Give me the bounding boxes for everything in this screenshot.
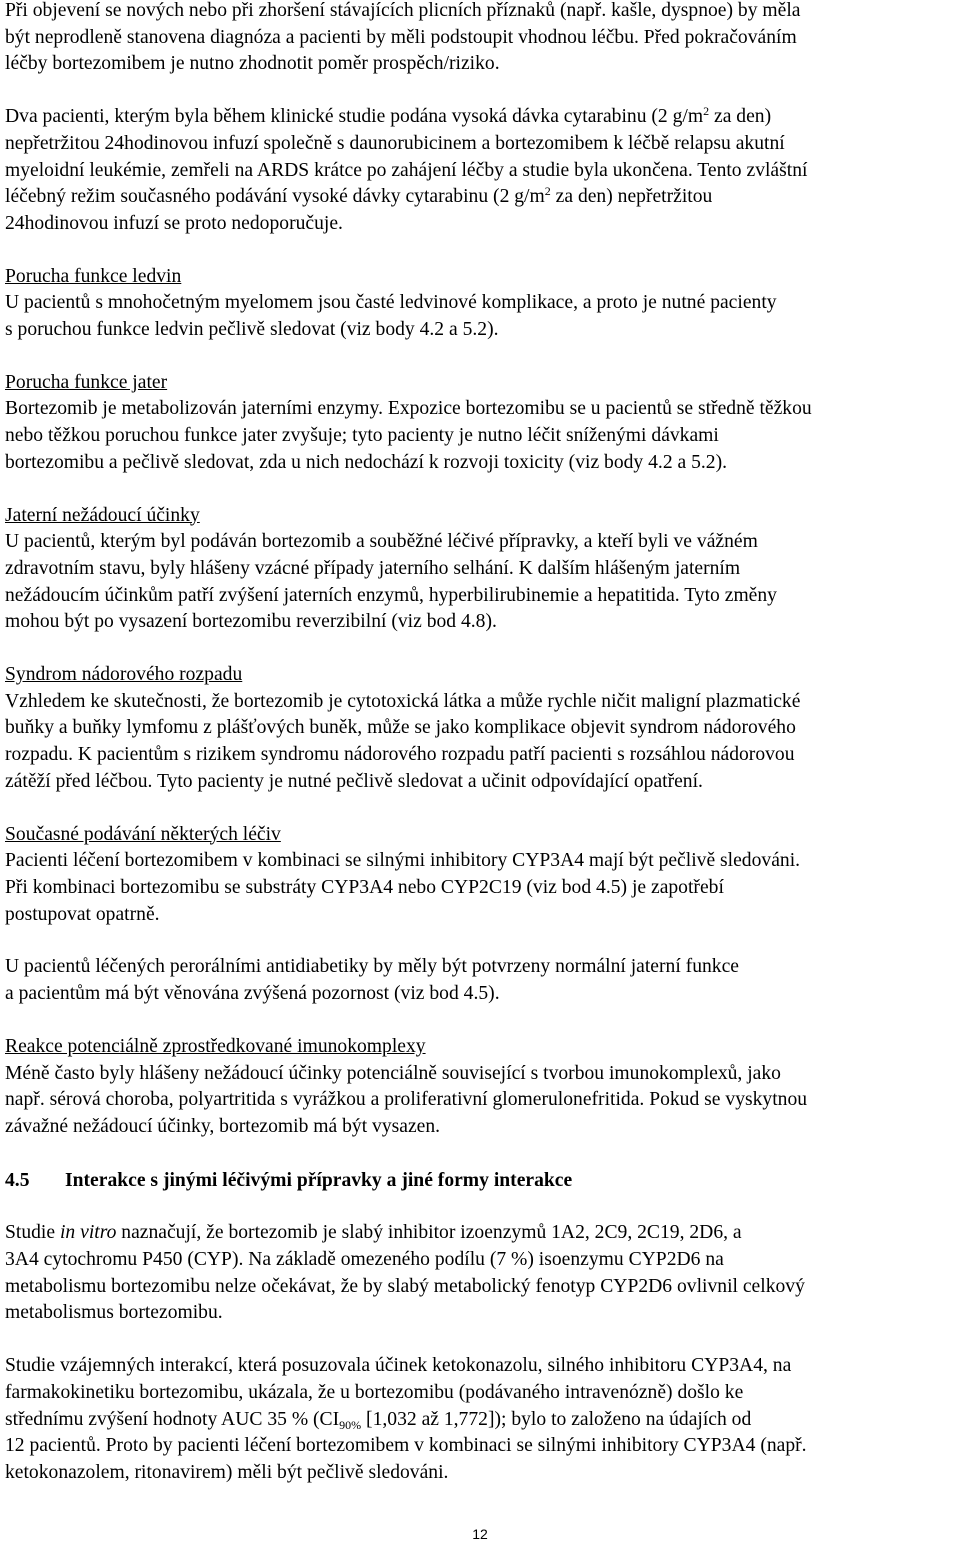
text-fragment: střednímu zvýšení hodnoty AUC 35 % (CI	[5, 1408, 340, 1430]
in-vitro-paragraph	[5, 1220, 957, 1327]
section-number: 4.5	[5, 1169, 30, 1191]
text-line: 12 pacientů. Proto by pacienti léčení bortezomibem v kombinaci se silnými inhibitory CYP3A4 (např.	[5, 1435, 807, 1457]
text-line: Méně často byly hlášeny nežádoucí účinky potenciálně související s tvorbou imunokomplexů, jako	[5, 1062, 781, 1084]
text-line: postupovat opatrně.	[5, 903, 160, 925]
text-line: Vzhledem ke skutečnosti, že bortezomib je cytotoxická látka a může rychle ničit maligní plazmatické	[5, 690, 801, 712]
text-line: Při objevení se nových nebo při zhoršení stávajících plicních příznaků (např. kašle, dyspnoe) by měla	[5, 0, 801, 21]
text-line: závažné nežádoucí účinky, bortezomib má být vysazen.	[5, 1115, 441, 1137]
text-line	[5, 186, 712, 207]
renal-impairment-section	[5, 264, 957, 344]
text-fragment: léčebný režim současného podávání vysoké dávky cytarabinu (2 g/m	[5, 186, 545, 208]
superscript: 2	[544, 184, 551, 199]
section-title-text: Interakce s jinými léčivými přípravky a jiné formy interakce	[65, 1169, 573, 1191]
hepatic-impairment-section	[5, 370, 957, 477]
text-line: metabolismus bortezomibu.	[5, 1302, 223, 1324]
text-fragment: za den) nepřetržitou	[550, 186, 713, 208]
text-line: s poruchou funkce ledvin pečlivě sledovat (viz body 4.2 a 5.2).	[5, 319, 499, 341]
superscript: 2	[703, 104, 710, 119]
text-line: Pacienti léčení bortezomibem v kombinaci se silnými inhibitory CYP3A4 mají být pečlivě sledováni.	[5, 850, 801, 872]
page-number: 12	[472, 1526, 488, 1542]
text-line: být neprodleně stanovena diagnóza a pacienti by měli podstoupit vhodnou léčbu. Před pokračováním	[5, 26, 797, 48]
text-line: U pacientů, kterým byl podáván bortezomib a souběžné léčivé přípravky, a kteří byli ve vážném	[5, 531, 758, 553]
text-line: Při kombinaci bortezomibu se substráty CYP3A4 nebo CYP2C19 (viz bod 4.5) je zapotřebí	[5, 876, 724, 898]
text-line: a pacientům má být věnována zvýšená pozornost (viz bod 4.5).	[5, 983, 500, 1005]
text-line: mohou být po vysazení bortezomibu reverzibilní (viz bod 4.8).	[5, 611, 497, 633]
document-page	[5, 0, 957, 1487]
section-heading: Syndrom nádorového rozpadu	[5, 664, 243, 686]
text-line: např. sérová choroba, polyartritida s vyrážkou a proliferativní glomerulonefritida. Pokud se vyskytnou	[5, 1089, 808, 1111]
text-line: bortezomibu a pečlivě sledovat, zda u nich nedochází k rozvoji toxicity (viz body 4.2 a 5.2).	[5, 451, 728, 473]
text-fragment: Studie	[5, 1222, 60, 1244]
text-line: Bortezomib je metabolizován jaterními enzymy. Expozice bortezomibu se u pacientů se středně těžkou	[5, 398, 812, 420]
antidiabetics-paragraph	[5, 954, 957, 1007]
text-fragment: za den)	[709, 106, 772, 128]
text-line: nežádoucím účinkům patří zvýšení jaterních enzymů, hyperbilirubinemie a hepatitida. Tyto změny	[5, 584, 777, 606]
text-line: farmakokinetiku bortezomibu, ukázala, že u bortezomibu (podávaného intravenózně) došlo ke	[5, 1381, 744, 1403]
text-line: nebo těžkou poruchou funkce jater zvyšuje; tyto pacienty je nutno léčit sníženými dávkami	[5, 425, 719, 447]
section-heading: Porucha funkce ledvin	[5, 265, 182, 287]
text-line: metabolismu bortezomibu nelze očekávat, že by slabý metabolický fenotyp CYP2D6 ovlivnil celkový	[5, 1275, 805, 1297]
text-line: nepřetržitou 24hodinovou infuzí společně s daunorubicinem a bortezomibem k léčbě relapsu akutní	[5, 132, 785, 154]
text-fragment: naznačují, že bortezomib je slabý inhibitor izoenzymů 1A2, 2C9, 2C19, 2D6, a	[116, 1222, 742, 1244]
text-line: Studie vzájemných interakcí, která posuzovala účinek ketokonazolu, silného inhibitoru CYP3A4, na	[5, 1355, 792, 1377]
text-line: 3A4 cytochromu P450 (CYP). Na základě omezeného podílu (7 %) isoenzymu CYP2D6 na	[5, 1249, 724, 1271]
hepatic-adverse-effects-section	[5, 503, 957, 637]
text-line	[5, 1222, 742, 1243]
italic-term: in vitro	[59, 1222, 117, 1244]
text-line: 24hodinovou infuzí se proto nedoporučuje.	[5, 212, 343, 234]
text-line: myeloidní leukémie, zemřeli na ARDS krátce po zahájení léčby a studie byla ukončena. Tento zvláštní	[5, 159, 808, 181]
immune-complex-section	[5, 1034, 957, 1141]
text-line: buňky a buňky lymfomu z plášťových buněk, může se jako komplikace objevit syndrom nádorového	[5, 717, 796, 739]
text-fragment: Dva pacienti, kterým byla během klinické studie podána vysoká dávka cytarabinu (2 g/m	[5, 106, 704, 128]
section-heading: Současné podávání některých léčiv	[5, 823, 281, 845]
text-line: rozpadu. K pacientům s rizikem syndromu nádorového rozpadu patří pacienti s rozsáhlou nádorovou	[5, 744, 795, 766]
text-line: zdravotním stavu, byly hlášeny vzácné případy jaterního selhání. K dalším hlášeným jaterním	[5, 557, 741, 579]
ketoconazole-paragraph	[5, 1353, 957, 1487]
text-line: zátěží před léčbou. Tyto pacienty je nutné pečlivě sledovat a učinit odpovídající opatření.	[5, 770, 703, 792]
text-line: ketokonazolem, ritonavirem) měli být pečlivě sledováni.	[5, 1461, 449, 1483]
text-line	[5, 1409, 751, 1430]
section-heading: Porucha funkce jater	[5, 371, 168, 393]
text-line: U pacientů s mnohočetným myelomem jsou časté ledvinové komplikace, a proto je nutné pacienty	[5, 292, 777, 314]
section-heading: Reakce potenciálně zprostředkované imunokomplexy	[5, 1035, 426, 1057]
pulmonary-paragraph	[5, 0, 957, 78]
tumor-lysis-section	[5, 662, 957, 796]
section-heading: Jaterní nežádoucí účinky	[5, 504, 200, 526]
section-4-5-title	[5, 1168, 957, 1195]
text-fragment: [1,032 až 1,772]); bylo to založeno na údajích od	[361, 1408, 752, 1430]
text-line	[5, 106, 771, 127]
text-line: léčby bortezomibem je nutno zhodnotit poměr prospěch/riziko.	[5, 53, 500, 75]
subscript: 90%	[339, 1417, 362, 1432]
text-line: U pacientů léčených perorálními antidiabetiky by měly být potvrzeny normální jaterní funkce	[5, 956, 739, 978]
concomitant-medication-section	[5, 822, 957, 929]
cytarabine-paragraph	[5, 104, 957, 238]
